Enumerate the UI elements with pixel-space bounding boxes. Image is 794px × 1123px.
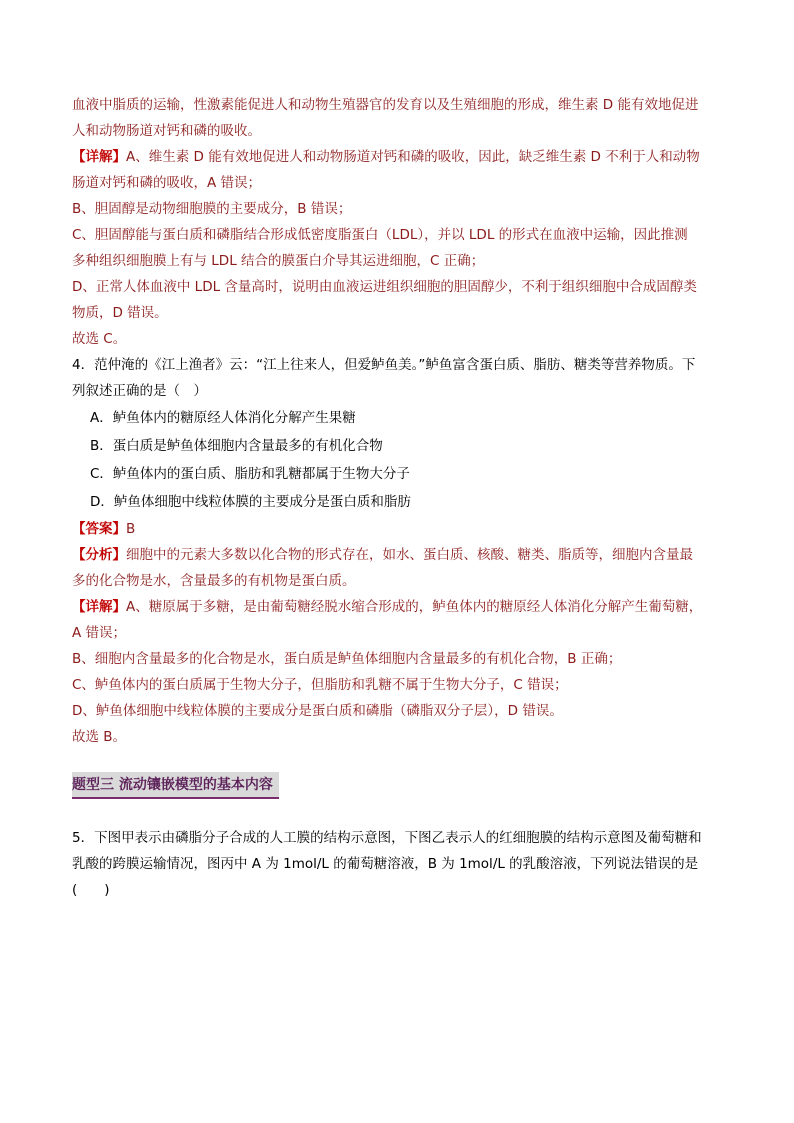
detail-line: 肠道对钙和磷的吸收，A 错误； [72, 175, 262, 191]
document-page [72, 92, 724, 903]
question-stem: 乳酸的跨膜运输情况，图丙中 A 为 1mol/L 的葡萄糖溶液，B 为 1mol/L 的乳酸溶液，下列说法错误的是( ) [72, 856, 699, 898]
detail-tag: 【详解】 [72, 149, 126, 165]
analysis-line: 人和动物肠道对钙和磷的吸收。 [72, 123, 261, 139]
detail-line [72, 594, 724, 620]
option-a: A．鲈鱼体内的糖原经人体消化分解产生果糖 [90, 410, 356, 426]
detail-line: A 错误； [72, 625, 127, 641]
detail-line: D、鲈鱼体细胞中线粒体膜的主要成分是蛋白质和磷脂（磷脂双分子层），D 错误。 [72, 703, 563, 719]
option-d: D．鲈鱼体细胞中线粒体膜的主要成分是蛋白质和脂肪 [90, 494, 411, 510]
analysis-line: 多的化合物是水，含量最多的有机物是蛋白质。 [72, 573, 356, 589]
detail-line: C、鲈鱼体内的蛋白质属于生物大分子，但脂肪和乳糖不属于生物大分子，C 错误； [72, 677, 568, 693]
detail-line: 多种组织细胞膜上有与 LDL 结合的膜蛋白介导其运进细胞，C 正确； [72, 253, 485, 269]
conclusion-line: 故选 C。 [72, 331, 127, 347]
detail-line [72, 144, 724, 170]
detail-text: A、维生素 D 能有效地促进人和动物肠道对钙和磷的吸收，因此，缺乏维生素 D 不利于人和动物 [126, 149, 700, 165]
analysis-text: 细胞中的元素大多数以化合物的形式存在，如水、蛋白质、核酸、糖类、脂质等，细胞内含量最 [126, 547, 693, 563]
detail-text: A、糖原属于多糖，是由葡萄糖经脱水缩合形成的，鲈鱼体内的糖原经人体消化分解产生葡萄糖， [126, 599, 703, 615]
section-title: 题型三 流动镶嵌模型的基本内容 [72, 777, 273, 793]
question-stem: 5．下图甲表示由磷脂分子合成的人工膜的结构示意图，下图乙表示人的红细胞膜的结构示意图及葡萄糖和 [72, 830, 702, 846]
detail-line: C、胆固醇能与蛋白质和磷脂结合形成低密度脂蛋白（LDL），并以 LDL 的形式在血液中运输，因此推测 [72, 227, 688, 243]
detail-tag: 【详解】 [72, 599, 126, 615]
detail-line: 物质，D 错误。 [72, 305, 168, 321]
detail-line: D、正常人体血液中 LDL 含量高时，说明由血液运进组织细胞的胆固醇少，不利于组织细胞中合成固醇类 [72, 279, 697, 295]
answer-line [72, 516, 724, 542]
analysis-tag: 【分析】 [72, 547, 126, 563]
option-c: C．鲈鱼体内的蛋白质、脂肪和乳糖都属于生物大分子 [90, 466, 410, 482]
answer-tag: 【答案】 [72, 521, 126, 537]
detail-line: B、胆固醇是动物细胞膜的主要成分，B 错误； [72, 201, 352, 217]
question-stem: 列叙述正确的是（ ） [72, 383, 207, 399]
detail-line: B、细胞内含量最多的化合物是水，蛋白质是鲈鱼体细胞内含量最多的有机化合物，B 正确； [72, 651, 622, 667]
conclusion-line: 故选 B。 [72, 729, 127, 745]
section-heading [72, 772, 279, 799]
option-b: B．蛋白质是鲈鱼体细胞内含量最多的有机化合物 [90, 438, 383, 454]
analysis-line [72, 542, 724, 568]
analysis-line: 血液中脂质的运输，性激素能促进人和动物生殖器官的发育以及生殖细胞的形成，维生素 D 能有效地促进 [72, 97, 699, 113]
question-stem: 4．范仲淹的《江上渔者》云：“江上往来人，但爱鲈鱼美。”鲈鱼富含蛋白质、脂肪、糖类等营养物质。下 [72, 357, 696, 373]
answer-value: B [126, 521, 136, 537]
